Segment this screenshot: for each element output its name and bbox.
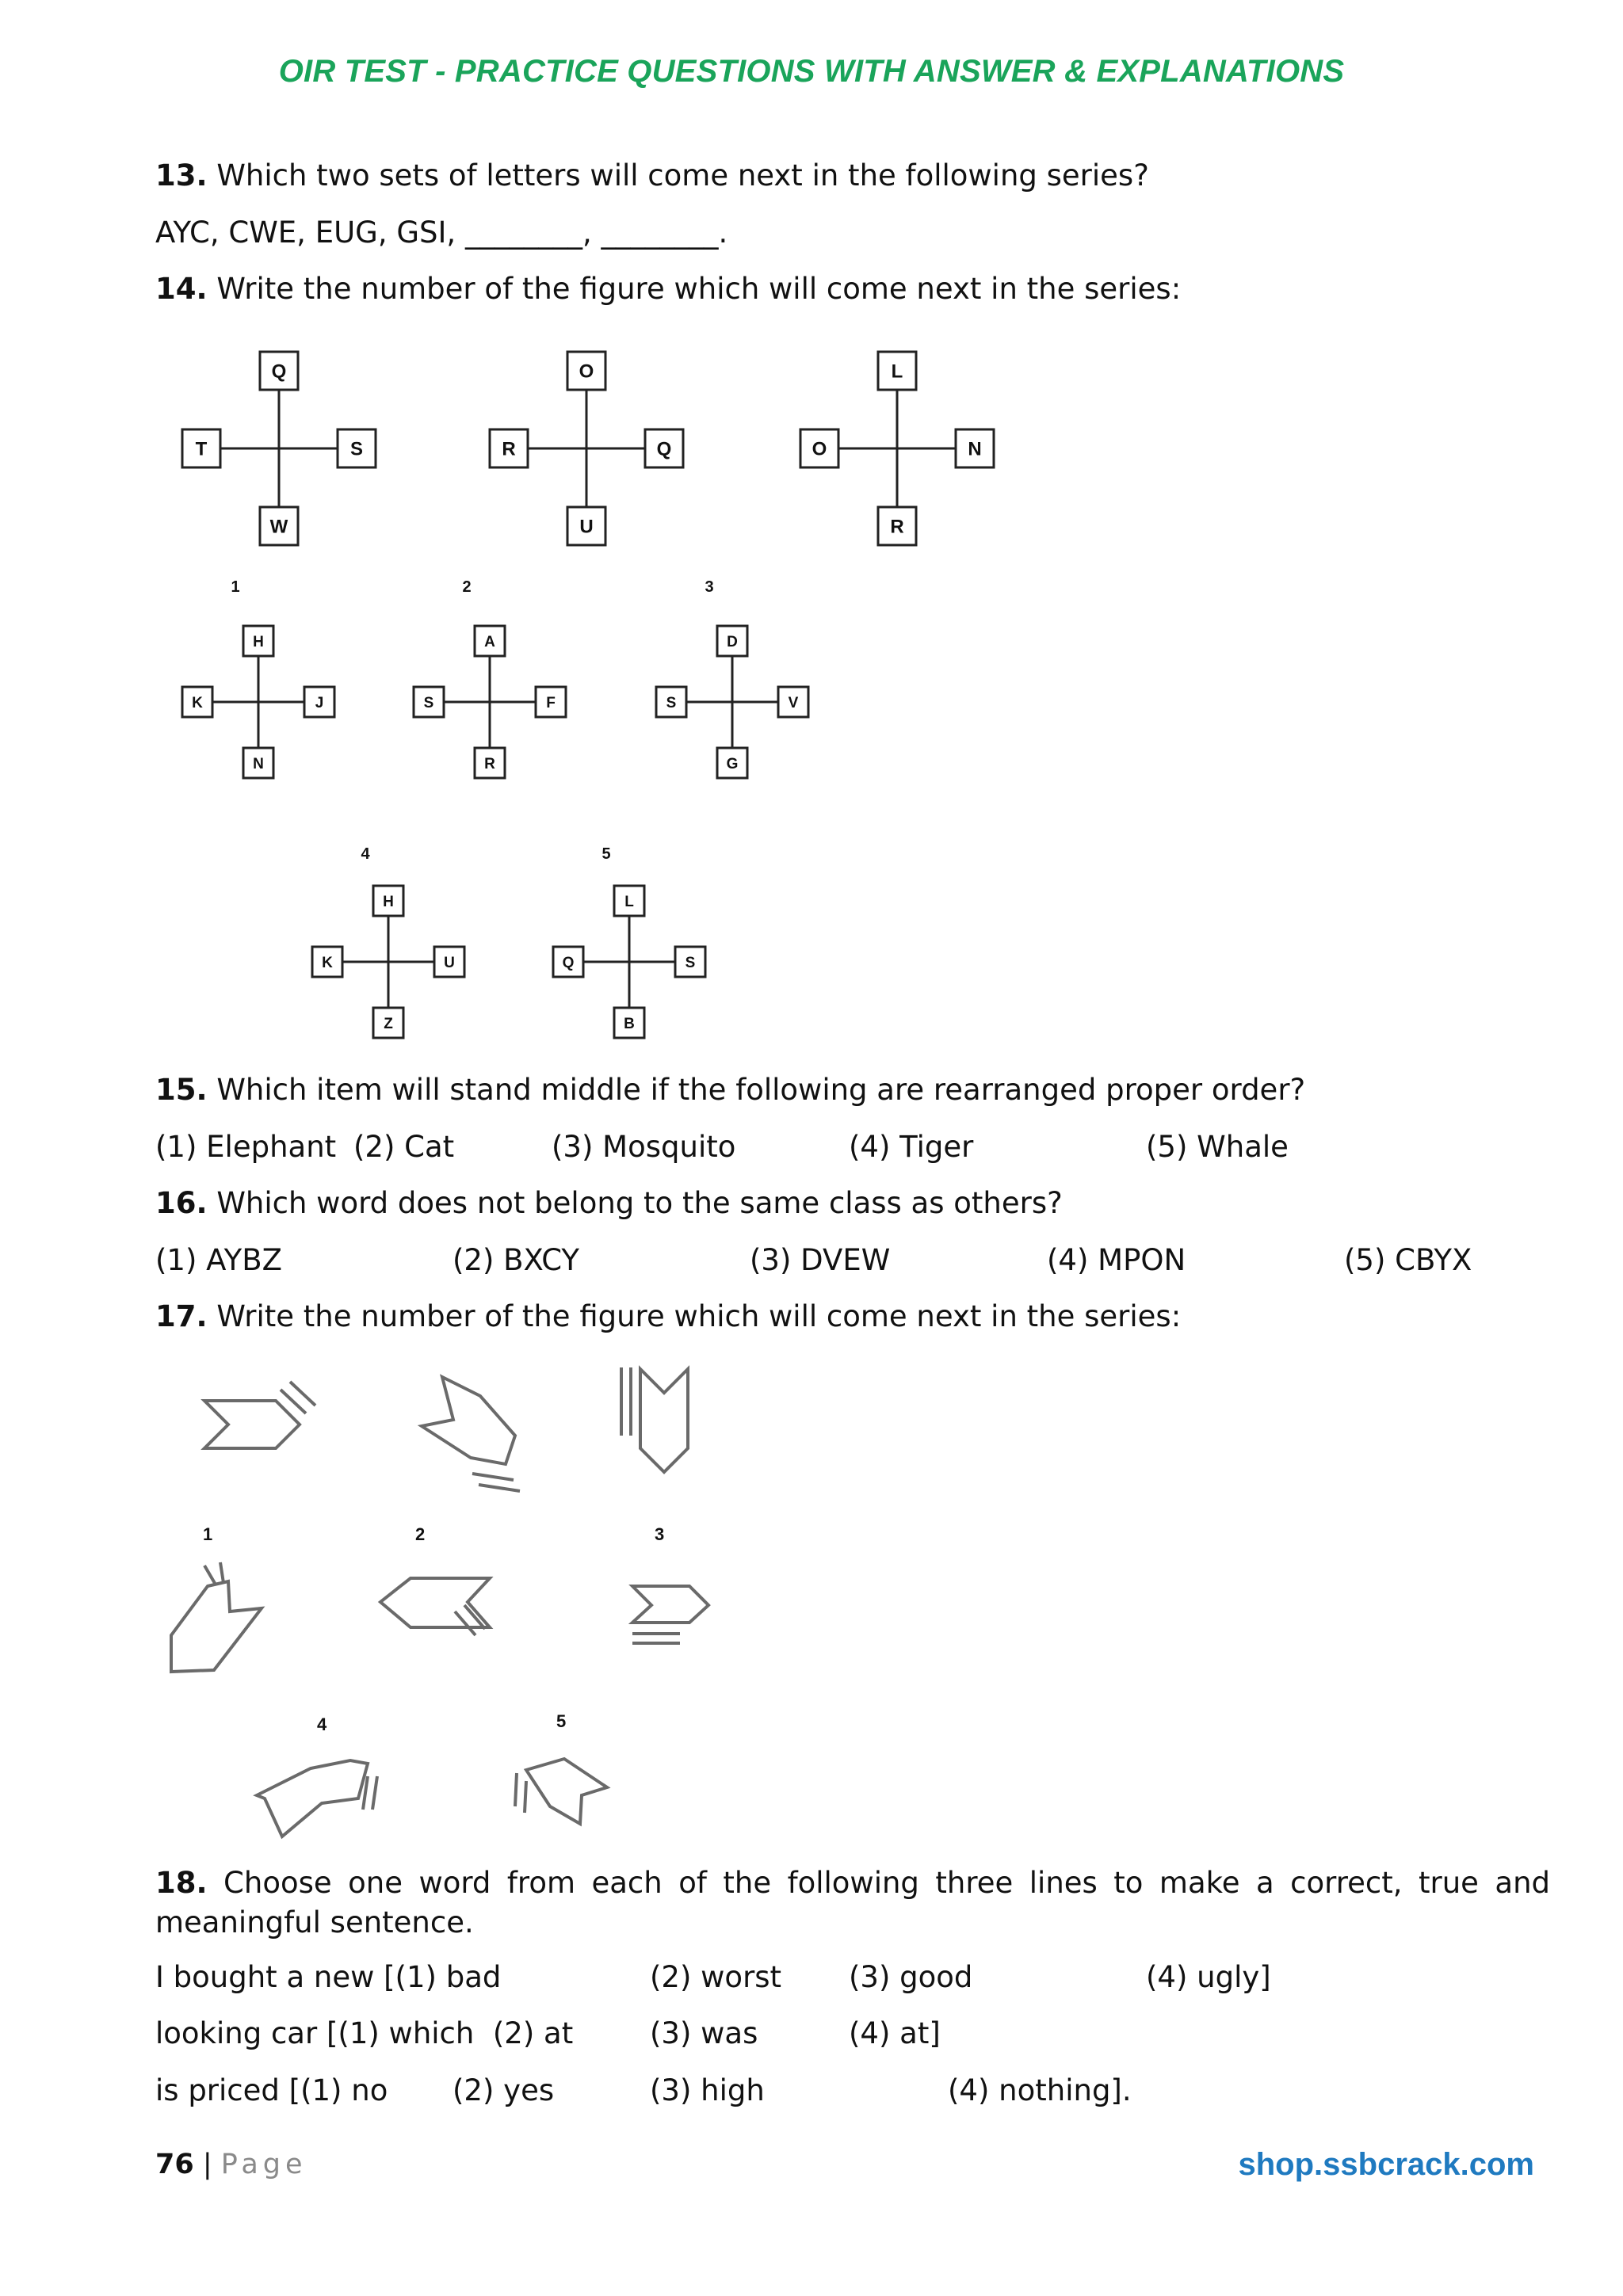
q14-answer-figure-1-label: 1 (231, 578, 240, 596)
question-16-option-3: (3) DVEW (750, 1243, 891, 1277)
q14-answer-figure-2 (414, 578, 566, 778)
question-15-option-1: (1) Elephant (155, 1130, 337, 1164)
q14-answer-figure-5-label: 5 (601, 845, 611, 863)
question-17-number: 17. (155, 1299, 208, 1333)
q14-problem-figure-2-top-letter: O (579, 360, 594, 383)
q14-answer-figure-4-bottom-letter: Z (384, 1015, 393, 1032)
question-15-option-5: (5) Whale (1146, 1130, 1289, 1164)
question-15-option-4: (4) Tiger (849, 1130, 974, 1164)
page-footer-number (155, 2149, 307, 2180)
q14-answer-figure-3-bottom-letter: G (726, 755, 739, 772)
q18-line-3-d: (4) nothing]. (948, 2073, 1132, 2107)
q17-answer-label-4: 4 (317, 1714, 327, 1734)
question-15-text: Which item will stand middle if the following are rearranged proper order? (216, 1073, 1306, 1107)
q14-answer-figure-5-right-letter: S (685, 954, 696, 971)
q14-answer-figure-1-top-letter: H (253, 633, 264, 650)
question-16-number: 16. (155, 1186, 208, 1220)
q18-line-2-c: (4) at] (849, 2016, 941, 2050)
q14-problem-figure-2-right-letter: Q (656, 438, 672, 460)
q17-problem-figure-2 (422, 1377, 520, 1491)
question-18-number: 18. (155, 1866, 208, 1900)
q17-answer-figure-1 (171, 1562, 262, 1672)
footer-shop-link[interactable]: shop.ssbcrack.com (1238, 2147, 1534, 2182)
q14-answer-figure-3-top-letter: D (727, 633, 738, 650)
q14-answer-figure-4-right-letter: U (444, 954, 455, 971)
question-16-option-2: (2) BXCY (453, 1243, 579, 1277)
q14-answer-figure-4-label: 4 (361, 845, 370, 863)
q18-line-1-d: (4) ugly] (1146, 1960, 1271, 1994)
q14-answer-figure-5-bottom-letter: B (624, 1015, 635, 1032)
q14-problem-figure-3-bottom-letter: R (890, 516, 904, 538)
question-15 (155, 1073, 1305, 1108)
q17-answer-figure-2 (380, 1578, 490, 1635)
q14-answer-figure-4-left-letter: K (322, 954, 333, 971)
q17-answer-label-5: 5 (556, 1711, 567, 1731)
q14-answer-figure-4 (312, 845, 464, 1038)
question-13-series: AYC, CWE, EUG, GSI, ________, ________. (155, 215, 728, 250)
q14-answer-figure-2-right-letter: F (546, 694, 556, 711)
q18-line-2-b: (3) was (650, 2016, 758, 2050)
q14-problem-figure-2 (490, 352, 683, 545)
q14-answer-figure-1-bottom-letter: N (253, 755, 264, 772)
q14-answer-figure-2-label: 2 (462, 578, 472, 596)
question-16-option-1: (1) AYBZ (155, 1243, 282, 1277)
q14-answer-figure-3-right-letter: V (788, 694, 799, 711)
q17-answer-label-2: 2 (415, 1524, 426, 1544)
question-16 (155, 1186, 1063, 1221)
q14-problem-figure-2-bottom-letter: U (579, 516, 594, 538)
q17-answer-figure-4 (257, 1760, 377, 1836)
question-16-text: Which word does not belong to the same class as others? (216, 1186, 1063, 1220)
question-18-text: Choose one word from each of the following three lines to make a correct, true and meaningful sentence. (155, 1866, 1551, 1939)
q14-answer-figure-2-top-letter: A (484, 633, 495, 650)
question-17-figures (0, 1347, 1623, 1862)
q17-answer-label-1: 1 (203, 1524, 213, 1544)
q14-answer-figure-1-right-letter: J (315, 694, 324, 711)
q17-answer-figure-5 (515, 1759, 607, 1824)
q17-problem-figure-1 (204, 1382, 315, 1448)
q14-problem-figure-1-right-letter: S (349, 438, 364, 460)
q14-answer-figure-3-left-letter: S (666, 694, 677, 711)
q18-line-3-c: (3) high (650, 2073, 765, 2107)
q14-answer-figure-5-top-letter: L (624, 893, 634, 910)
page-number: 76 (155, 2149, 194, 2180)
question-14-figures (0, 0, 1623, 1109)
q18-line-1-b: (2) worst (650, 1960, 782, 1994)
question-17-text: Write the number of the figure which will come next in the series: (216, 1299, 1182, 1333)
question-16-option-5: (5) CBYX (1344, 1243, 1472, 1277)
q14-problem-figure-1-bottom-letter: W (269, 516, 288, 538)
q14-problem-figure-3-left-letter: O (812, 438, 827, 460)
q14-answer-figure-4-top-letter: H (383, 893, 394, 910)
q18-line-1-c: (3) good (849, 1960, 973, 1994)
q18-line-2-a: looking car [(1) which (2) at (155, 2016, 574, 2050)
q14-answer-figure-3-label: 3 (705, 578, 714, 596)
q14-problem-figure-3-right-letter: N (968, 438, 982, 460)
q17-problem-figure-3 (621, 1367, 688, 1472)
question-14-number: 14. (155, 272, 208, 306)
q14-answer-figure-5 (553, 845, 705, 1038)
question-13-text: Which two sets of letters will come next in the following series? (216, 158, 1149, 193)
question-18 (155, 1863, 1550, 1943)
q17-answer-label-3: 3 (655, 1524, 665, 1544)
question-15-number: 15. (155, 1073, 208, 1107)
question-15-option-2: (2) Cat (353, 1130, 455, 1164)
q14-problem-figure-1 (182, 352, 376, 545)
q14-problem-figure-3 (800, 352, 994, 545)
q17-answer-figure-3 (632, 1586, 708, 1643)
question-14-text: Write the number of the figure which will come next in the series: (216, 272, 1182, 306)
question-16-option-4: (4) MPON (1047, 1243, 1186, 1277)
q18-line-3-b: (2) yes (453, 2073, 555, 2107)
q14-problem-figure-3-top-letter: L (891, 360, 903, 383)
q18-line-3-a: is priced [(1) no (155, 2073, 388, 2107)
question-13-number: 13. (155, 158, 208, 193)
q18-line-1-a: I bought a new [(1) bad (155, 1960, 502, 1994)
page-header-title: OIR TEST - PRACTICE QUESTIONS WITH ANSWER & EXPLANATIONS (278, 54, 1345, 89)
q14-answer-figure-5-left-letter: Q (562, 954, 575, 971)
page-separator: | (202, 2149, 212, 2180)
page-word: Page (220, 2149, 307, 2180)
q14-answer-figure-1 (182, 578, 334, 778)
q14-problem-figure-1-top-letter: Q (271, 360, 287, 383)
q14-answer-figure-1-left-letter: K (192, 694, 203, 711)
question-17 (155, 1299, 1181, 1334)
q14-answer-figure-3 (656, 578, 808, 778)
q14-problem-figure-2-left-letter: R (502, 438, 516, 460)
q14-answer-figure-2-bottom-letter: R (484, 755, 495, 772)
q14-answer-figure-2-left-letter: S (423, 694, 434, 711)
question-15-option-3: (3) Mosquito (552, 1130, 736, 1164)
q14-problem-figure-1-left-letter: T (195, 438, 208, 460)
